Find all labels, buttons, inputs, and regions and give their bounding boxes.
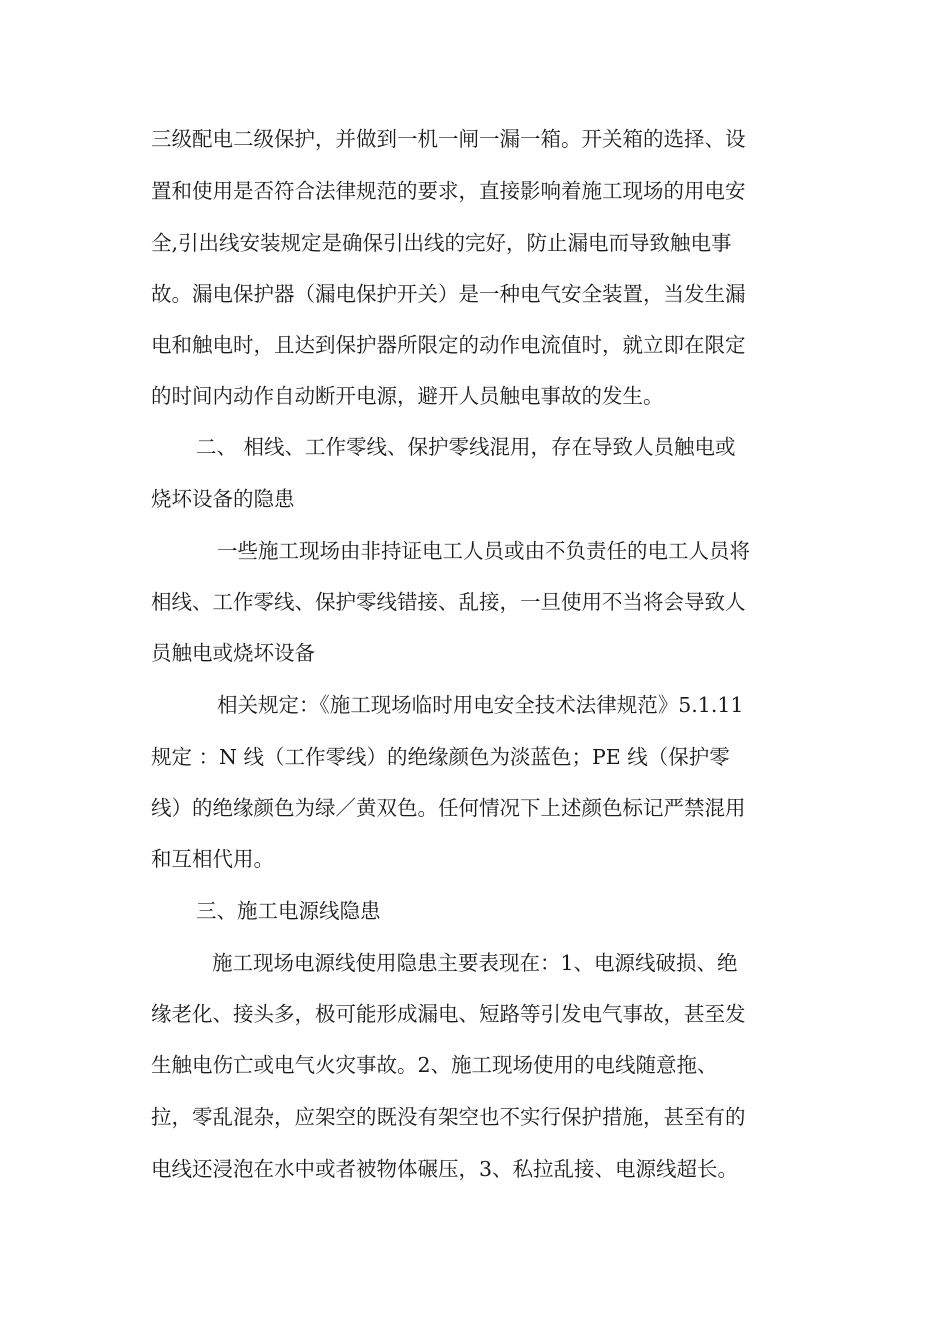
paragraph-line: 全,引出线安装规定是确保引出线的完好，防止漏电而导致触电事 — [151, 231, 732, 255]
paragraph-line: 电和触电时，且达到保护器所限定的动作电流值时，就立即在限定 — [151, 333, 746, 357]
paragraph-line: 拉，零乱混杂，应架空的既没有架空也不实行保护措施，甚至有的 — [151, 1105, 746, 1129]
section-heading-3: 三、施工电源线隐患 — [196, 899, 381, 923]
paragraph-line: 施工现场电源线使用隐患主要表现在：1、电源线破损、绝 — [212, 951, 738, 975]
paragraph-line: 故。漏电保护器（漏电保护开关）是一种电气安全装置，当发生漏 — [151, 282, 746, 306]
regulation-line: 线）的绝缘颜色为绿／黄双色。任何情况下上述颜色标记严禁混用 — [151, 796, 746, 820]
paragraph-line: 生触电伤亡或电气火灾事故。2、施工现场使用的电线随意拖、 — [151, 1053, 718, 1077]
regulation-line: 相关规定：《施工现场临时用电安全技术法律规范》5.1.11 — [217, 693, 744, 717]
section-heading-2-cont: 烧坏设备的隐患 — [151, 487, 295, 511]
paragraph-line: 三级配电二级保护，并做到一机一闸一漏一箱。开关箱的选择、设 — [151, 127, 746, 151]
paragraph-line: 电线还浸泡在水中或者被物体碾压，3、私拉乱接、电源线超长。 — [151, 1157, 739, 1181]
paragraph-line: 员触电或烧坏设备 — [151, 641, 315, 665]
paragraph-line: 一些施工现场由非持证电工人员或由不负责任的电工人员将 — [217, 539, 750, 563]
paragraph-line: 置和使用是否符合法律规范的要求，直接影响着施工现场的用电安 — [151, 179, 746, 203]
paragraph-line: 相线、工作零线、保护零线错接、乱接，一旦使用不当将会导致人 — [151, 590, 746, 614]
paragraph-line: 的时间内动作自动断开电源，避开人员触电事故的发生。 — [151, 384, 664, 408]
regulation-line: 规定 ：N 线（工作零线）的绝缘颜色为淡蓝色；PE 线（保护零 — [151, 745, 730, 769]
regulation-line: 和互相代用。 — [151, 847, 274, 871]
section-heading-2: 二、 相线、工作零线、保护零线混用，存在导致人员触电或 — [196, 435, 736, 459]
paragraph-line: 缘老化、接头多，极可能形成漏电、短路等引发电气事故，甚至发 — [151, 1002, 746, 1026]
